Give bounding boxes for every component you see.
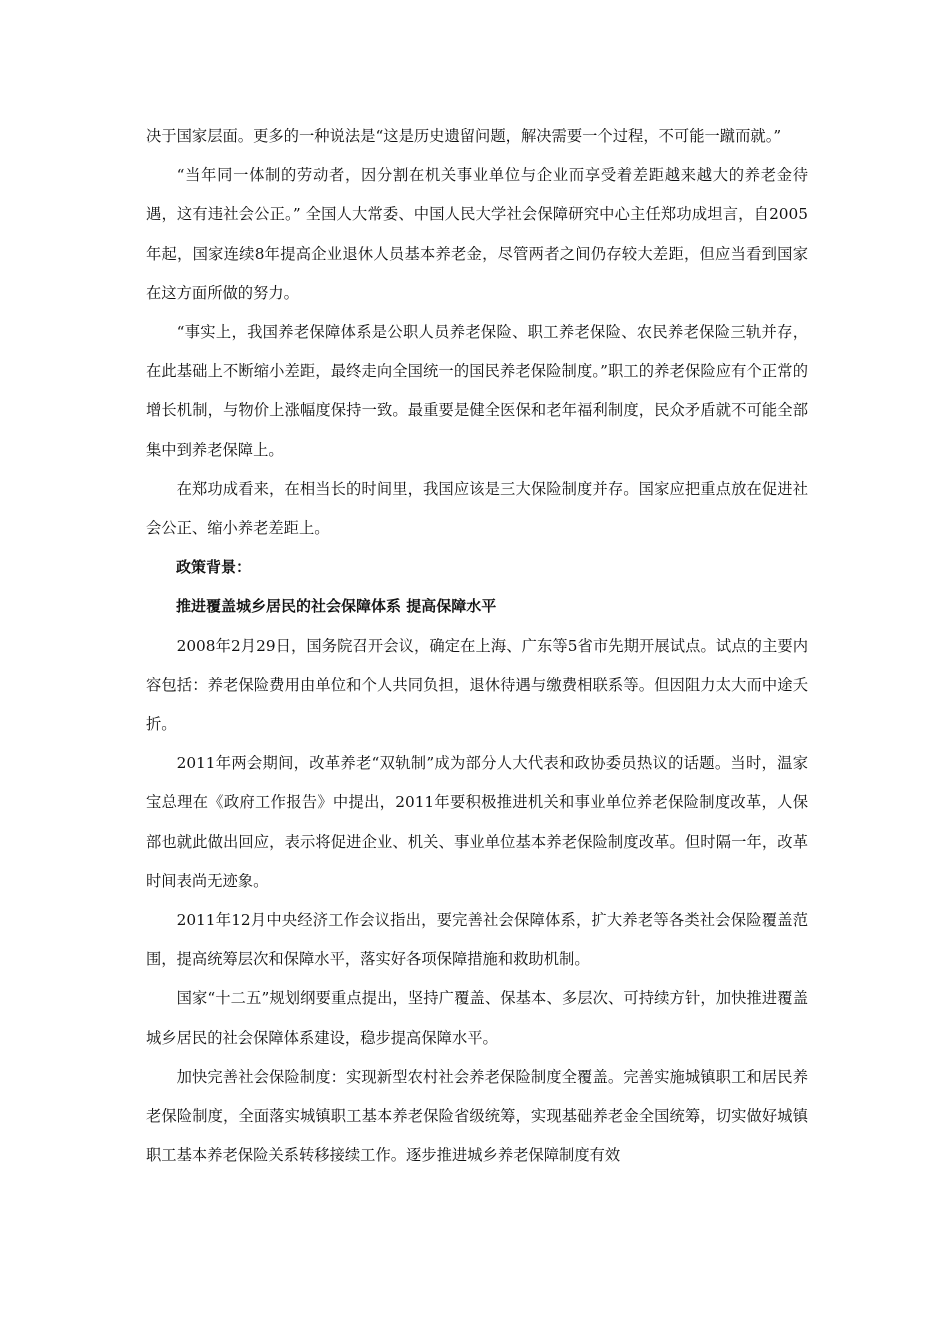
paragraph-three-tracks: “事实上，我国养老保障体系是公职人员养老保险、职工养老保险、农民养老保险三轨并存，在此基础上不断缩小差距，最终走向全国统一的国民养老保险制度。”职工的养老保险应有个正常的增长机制，与物价上涨幅度保持一致。最重要是健全医保和老年福利制度，民众矛盾就不可能全部集中到养老保障上。 [146,323,808,459]
section-subheading: 推进覆盖城乡居民的社会保障体系 提高保障水平 [176,597,497,616]
paragraph-insurance-system: 加快完善社会保险制度：实现新型农村社会养老保险制度全覆盖。完善实施城镇职工和居民养老保险制度，全面落实城镇职工基本养老保险省级统筹，实现基础养老金全国统筹，切实做好城镇职工基本养老保险关系转移接续工作。逐步推进城乡养老保障制度有效 [146,1067,808,1165]
paragraph-zheng-quote: “当年同一体制的劳动者，因分割在机关事业单位与企业而享受着差距越来越大的养老金待遇，这有违社会公正。” 全国人大常委、中国人民大学社会保障研究中心主任郑功成坦言，自2005年起，国家连续8年提高企业退休人员基本养老金，尽管两者之间仍存较大差距，但应当看到国家在这方面所做的努力。 [146,166,808,302]
paragraph-continuation: 决于国家层面。更多的一种说法是“这是历史遗留问题，解决需要一个过程，不可能一蹴而就。” [146,127,782,145]
document-body [146,117,808,1175]
paragraph-2011-sessions: 2011年两会期间，改革养老“双轨制”成为部分人大代表和政协委员热议的话题。当时，温家宝总理在《政府工作报告》中提出，2011年要积极推进机关和事业单位养老保险制度改革，人保部也就此做出回应，表示将促进企业、机关、事业单位基本养老保险制度改革。但时隔一年，改革时间表尚无迹象。 [146,754,808,890]
paragraph-2011-conference: 2011年12月中央经济工作会议指出，要完善社会保障体系，扩大养老等各类社会保险覆盖范围，提高统筹层次和保障水平，落实好各项保障措施和救助机制。 [146,911,808,969]
paragraph-five-year-plan: 国家“十二五”规划纲要重点提出，坚持广覆盖、保基本、多层次、可持续方针，加快推进覆盖城乡居民的社会保障体系建设，稳步提高保障水平。 [146,989,808,1047]
paragraph-2008-pilot: 2008年2月29日，国务院召开会议，确定在上海、广东等5省市先期开展试点。试点的主要内容包括：养老保险费用由单位和个人共同负担，退休待遇与缴费相联系等。但因阻力太大而中途夭折。 [146,636,808,734]
paragraph-zheng-view: 在郑功成看来，在相当长的时间里，我国应该是三大保险制度并存。国家应把重点放在促进社会公正、缩小养老差距上。 [146,479,808,538]
section-heading-policy-background: 政策背景： [176,558,252,577]
